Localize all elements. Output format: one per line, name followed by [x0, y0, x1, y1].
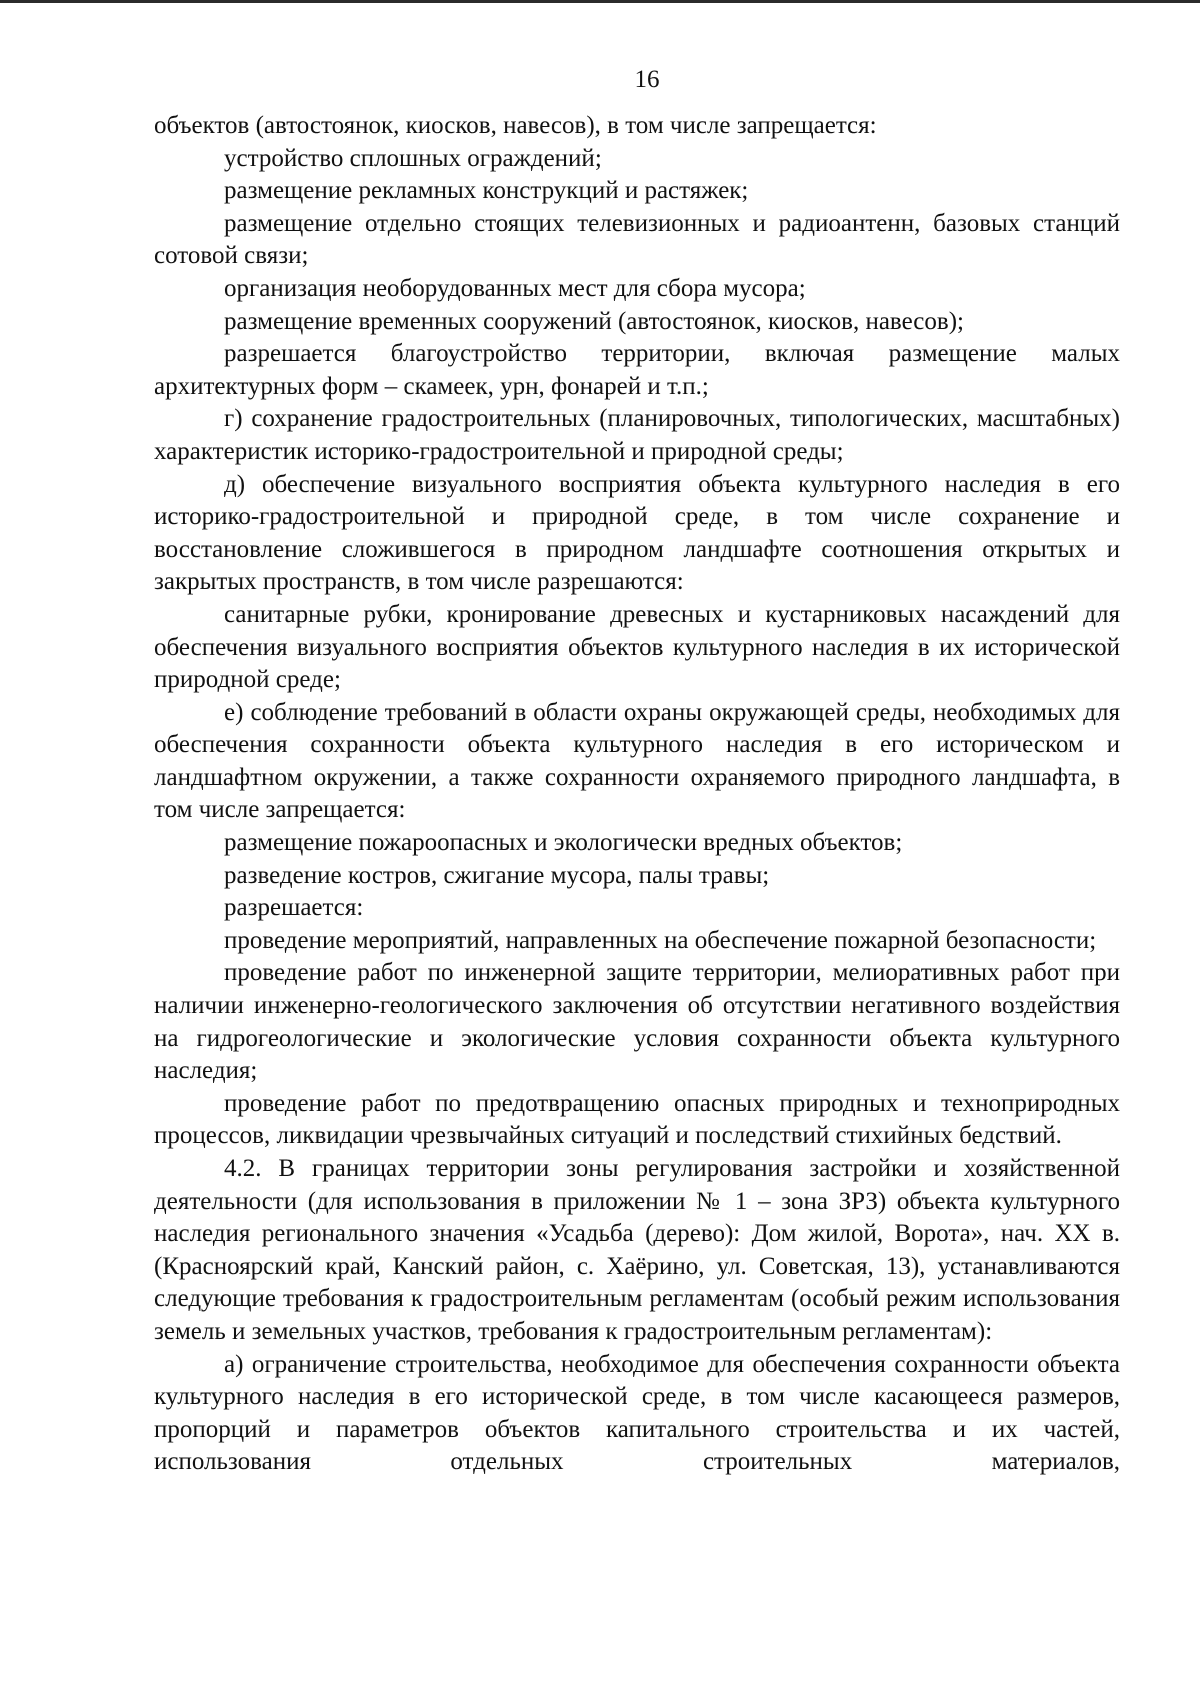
paragraph-1: объектов (автостоянок, киосков, навесов), в том числе запрещается:: [154, 112, 877, 139]
paragraph-17: проведение работ по предотвращению опасных природных и технoприродных процессов, ликвидации чрезвычайных ситуаций и последствий стихийных бедствий.: [154, 1089, 1120, 1150]
paragraph-11: е) соблюдение требований в области охраны окружающей среды, необходимых для обеспечения сохранности объекта культурного наследия в его историческом и ландшафтном окружении, а также сохранности охраняемого природного ландшафта, в том числе запрещается:: [154, 698, 1120, 824]
paragraph-12: размещение пожароопасных и экологически вредных объектов;: [224, 829, 903, 857]
paragraph-4: размещение отдельно стоящих телевизионных и радиоантенн, базовых станций сотовой связи;: [154, 209, 1120, 270]
paragraph-7: разрешается благоустройство территории, включая размещение малых архитектурных форм – скамеек, урн, фонарей и т.п.;: [154, 340, 1120, 400]
document-body: [154, 110, 1120, 1479]
paragraph-19: а) ограничение строительства, необходимое для обеспечения сохранности объекта культурного наследия в его исторической среде, в том числе касающееся размеров, пропорций и параметров объектов капитального строительства и их частей, использования отдельных строительных материалов,: [154, 1350, 1120, 1476]
paragraph-3: размещение рекламных конструкций и растяжек;: [224, 177, 749, 205]
paragraph-13: разведение костров, сжигание мусора, палы травы;: [224, 861, 770, 889]
scan-edge-line: [0, 0, 1200, 3]
paragraph-14: разрешается:: [224, 894, 364, 922]
paragraph-10: санитарные рубки, кронирование древесных и кустарниковых насаждений для обеспечения визуального восприятия объектов культурного наследия в их исторической природной среде;: [154, 600, 1120, 694]
paragraph-15: проведение мероприятий, направленных на обеспечение пожарной безопасности;: [224, 926, 1097, 954]
paragraph-6: размещение временных сооружений (автостоянок, киосков, навесов);: [224, 307, 964, 335]
page-number: 16: [634, 66, 660, 93]
paragraph-5: организация необорудованных мест для сбора мусора;: [224, 274, 806, 302]
paragraph-9: д) обеспечение визуального восприятия объекта культурного наследия в его историко-градостроительной и природной среде, в том числе сохранение и восстановление сложившегося в природном ландшафте соотношения открытых и закрытых пространств, в том числе разрешаются:: [154, 470, 1120, 596]
paragraph-2: устройство сплошных ограждений;: [224, 144, 602, 172]
document-page: [154, 60, 1120, 1479]
paragraph-16: проведение работ по инженерной защите территории, мелиоративных работ при наличии инженерно-геологического заключения об отсутствии негативного воздействия на гидрогеологические и экологические условия сохранности объекта культурного наследия;: [154, 959, 1120, 1085]
paragraph-8: г) сохранение градостроительных (планировочных, типологических, масштабных) характеристик историко-градостроительной и природной среды;: [154, 405, 1120, 465]
paragraph-18: 4.2. В границах территории зоны регулирования застройки и хозяйственной деятельности (для использования в приложении № 1 – зона ЗРЗ) объекта культурного наследия регионального значения «Усадьба (дерево): Дом жилой, Ворота», нач. XX в. (Красноярский край, Канский район, с. Хаёрино, ул. Советская, 13), устанавливаются следующие требования к градостроительным регламентам (особый режим использования земель и земельных участков, требования к градостроительным регламентам):: [154, 1155, 1120, 1345]
